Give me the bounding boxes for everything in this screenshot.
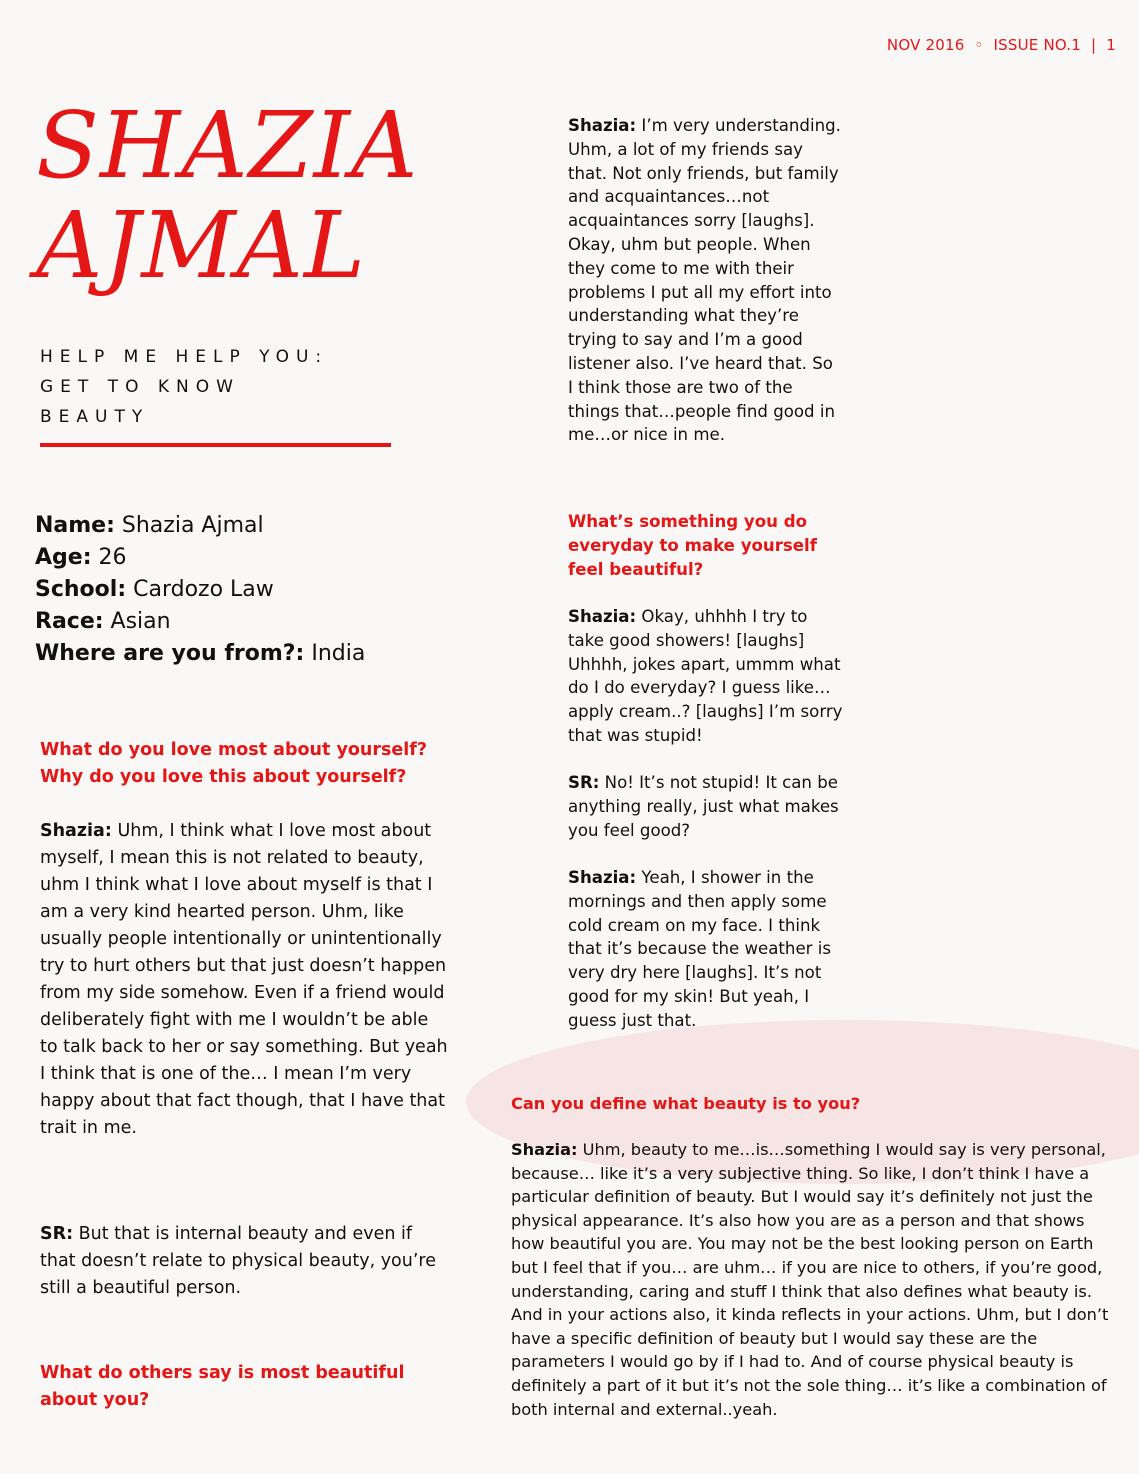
page-number: 1 bbox=[1106, 36, 1116, 54]
answer-text: Okay, uhhhh I try to take good showers! [laughs] Uhhhh, jokes apart, ummm what do I do everyday? I guess like…apply cream..? [laughs] I’m sorry that was stupid! bbox=[568, 607, 843, 745]
speaker-label: Shazia: bbox=[40, 821, 112, 841]
fact-value: Asian bbox=[103, 609, 171, 634]
answer-1 bbox=[40, 818, 450, 1142]
question-4: Can you define what beauty is to you? bbox=[511, 1094, 861, 1113]
question-3: What’s something you do everyday to make yourself feel beautiful? bbox=[568, 512, 817, 579]
answer-text: Uhm, I think what I love most about myself, I mean this is not related to beauty, uhm I think what I love about myself is that I am a very kind hearted person. Uhm, like usually people intentionally or unintentionally try to hurt others but that just doesn’t happen from my side somehow. Even if a friend would deliberately fight with me I wouldn’t be able to talk back to her or say something. But yeah I think that is one of the… I mean I’m very happy about that fact though, that I have that trait in me. bbox=[40, 821, 448, 1138]
speaker-label: SR: bbox=[568, 773, 600, 792]
answer-text: No! It’s not stupid! It can be anything really, just what makes you feel good? bbox=[568, 773, 839, 840]
title-line-1: SHAZIA bbox=[36, 92, 419, 199]
fact-value: 26 bbox=[91, 545, 127, 570]
title-divider bbox=[40, 443, 391, 447]
fact-value: India bbox=[304, 641, 366, 666]
page-title bbox=[36, 92, 496, 299]
answer-text: Uhm, beauty to me…is…something I would say is very personal, because… like it’s a very subjective thing. So like, I don’t think I have a particular definition of beauty. But I would say it’s definitely not just the physical appearance. It’s also how you are as a person and that shows how beautiful you are. You may not be the best looking person on Earth but I feel that if you… are uhm… if you are nice to others, if you’re good, understanding, caring and stuff I think that also defines what beauty is. And in your actions also, it kinda reflects in your actions. Uhm, but I don’t have a specific definition of beauty but I would say these are the parameters I would go by if I had to. And of course physical beauty is definitely a part of it but it’s not the sole thing… it’s like a combination of both internal and external..yeah. bbox=[511, 1140, 1109, 1419]
answer-6 bbox=[568, 866, 843, 1033]
title-line-2: AJMAL bbox=[36, 192, 367, 299]
fact-row bbox=[35, 638, 365, 670]
answer-5 bbox=[568, 771, 843, 842]
speaker-label: Shazia: bbox=[511, 1140, 578, 1159]
profile-facts bbox=[35, 510, 365, 670]
fact-label: School: bbox=[35, 577, 127, 602]
subtitle-line-3: BEAUTY bbox=[40, 407, 150, 427]
answer-text: Yeah, I shower in the mornings and then apply some cold cream on my face. I think that it’s because the weather is very dry here [laughs]. It’s not good for my skin! But yeah, I guess just that. bbox=[568, 868, 832, 1030]
fact-row bbox=[35, 606, 365, 638]
fact-row bbox=[35, 574, 365, 606]
answer-text: I’m very understanding. Uhm, a lot of my friends say that. Not only friends, but family and acquaintances…not acquaintances sorry [laughs]. Okay, uhm but people. When they come to me with their problems I put all my effort into understanding what they’re trying to say and I’m a good listener also. I’ve heard that. So I think those are two of the things that…people find good in me…or nice in me. bbox=[568, 116, 841, 445]
subtitle bbox=[40, 342, 420, 432]
subtitle-line-2: GET TO KNOW bbox=[40, 377, 240, 397]
question-1: What do you love most about yourself? Why do you love this about yourself? bbox=[40, 740, 428, 787]
fact-row bbox=[35, 510, 365, 542]
speaker-label: SR: bbox=[40, 1224, 74, 1244]
answer-4 bbox=[568, 605, 843, 748]
speaker-label: Shazia: bbox=[568, 116, 637, 135]
fact-row bbox=[35, 542, 365, 574]
fact-label: Name: bbox=[35, 513, 115, 538]
answer-7 bbox=[511, 1138, 1111, 1421]
fact-value: Cardozo Law bbox=[126, 577, 274, 602]
question-2: What do others say is most beautiful about you? bbox=[40, 1363, 405, 1410]
answer-text: But that is internal beauty and even if that doesn’t relate to physical beauty, you’re still a beautiful person. bbox=[40, 1224, 436, 1298]
fact-label: Where are you from?: bbox=[35, 641, 305, 666]
issue-number: ISSUE NO.1 bbox=[993, 36, 1081, 54]
answer-3 bbox=[568, 114, 843, 447]
header-divider: | bbox=[1090, 36, 1097, 54]
fact-value: Shazia Ajmal bbox=[114, 513, 264, 538]
header-separator: ◦ bbox=[974, 36, 984, 54]
fact-label: Age: bbox=[35, 545, 92, 570]
answer-2 bbox=[40, 1221, 450, 1302]
speaker-label: Shazia: bbox=[568, 868, 637, 887]
issue-date: NOV 2016 bbox=[886, 36, 965, 54]
fact-label: Race: bbox=[35, 609, 104, 634]
subtitle-line-1: HELP ME HELP YOU: bbox=[40, 347, 329, 367]
issue-header bbox=[0, 36, 1116, 54]
speaker-label: Shazia: bbox=[568, 607, 637, 626]
